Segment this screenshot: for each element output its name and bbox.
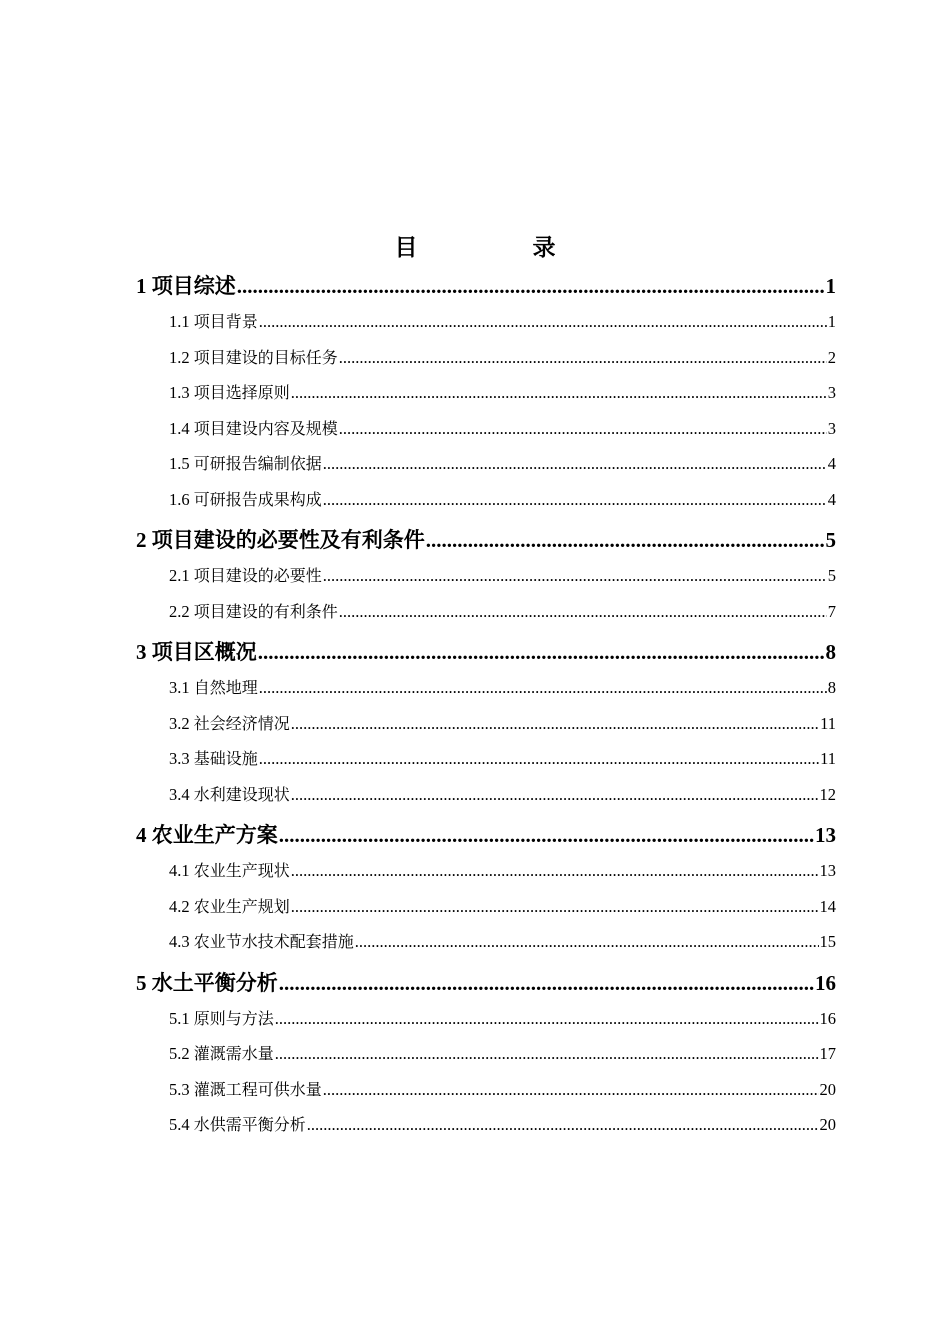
- toc-item-label: [169, 411, 338, 447]
- toc-item-number: 2.2: [169, 601, 190, 621]
- toc-item-title: 农业生产现状: [193, 861, 290, 880]
- toc-item-number: 1.3: [169, 383, 190, 402]
- toc-item-number: 3.2: [169, 713, 190, 733]
- toc-item-number: 1.6: [169, 489, 190, 509]
- toc-page-number: 7: [827, 601, 836, 621]
- toc-section-title: 水土平衡分析: [151, 970, 278, 995]
- toc-item-number: 4.1: [169, 861, 190, 880]
- toc-page-number: 4: [827, 489, 836, 509]
- toc-item-number: 3.3: [169, 749, 190, 768]
- toc-page-number: 14: [819, 896, 836, 916]
- toc-item-title: 项目建设的目标任务: [193, 347, 338, 367]
- toc-page-number: 20: [819, 1079, 836, 1099]
- toc-page-number: 13: [815, 823, 836, 847]
- dot-leader: [323, 446, 827, 482]
- toc-item-label: [169, 889, 290, 925]
- toc-page-number: 15: [819, 932, 836, 951]
- toc-item-title: 水供需平衡分析: [193, 1115, 306, 1134]
- toc-item-label: [169, 1036, 274, 1072]
- toc-section-label: [136, 268, 236, 304]
- toc-item-title: 可研报告成果构成: [193, 489, 322, 509]
- dot-leader: [339, 340, 827, 376]
- toc-page-number: 5: [825, 528, 836, 552]
- toc-section-number: 3: [136, 640, 147, 664]
- dot-leader: [355, 924, 819, 960]
- toc-section-title: 项目区概况: [151, 640, 257, 664]
- dot-leader: [259, 741, 819, 777]
- toc-item-4-1[interactable]: [136, 853, 836, 889]
- toc-item-title: 自然地理: [193, 678, 258, 697]
- dot-leader: [259, 670, 827, 706]
- toc-item-1-1[interactable]: [136, 304, 836, 340]
- dot-leader: [323, 558, 827, 594]
- toc-item-label: [169, 853, 290, 889]
- toc-item-label: [169, 706, 290, 742]
- toc-section-4[interactable]: [136, 817, 836, 853]
- toc-item-1-4[interactable]: [136, 411, 836, 447]
- toc-item-number: 1.4: [169, 418, 190, 438]
- toc-item-title: 项目背景: [193, 312, 258, 331]
- toc-item-3-3[interactable]: [136, 741, 836, 777]
- toc-section-title: 项目综述: [151, 274, 236, 298]
- toc-item-label: [169, 670, 258, 706]
- toc-item-1-2[interactable]: [136, 340, 836, 376]
- toc-item-number: 1.5: [169, 454, 190, 473]
- toc-item-label: [169, 1107, 306, 1143]
- toc-item-title: 基础设施: [193, 749, 258, 768]
- toc-item-number: 1.1: [169, 312, 190, 331]
- toc-item-title: 可研报告编制依据: [193, 454, 322, 473]
- toc-page-number: 13: [819, 861, 836, 880]
- toc-section-title: 农业生产方案: [151, 823, 278, 847]
- toc-item-number: 5.2: [169, 1044, 190, 1063]
- toc-item-number: 3.4: [169, 784, 190, 804]
- dot-leader: [426, 522, 825, 558]
- toc-section-number: 5: [136, 970, 147, 995]
- toc-item-label: [169, 340, 338, 376]
- toc-item-title: 水利建设现状: [193, 784, 290, 804]
- toc-page-number: 11: [820, 749, 836, 768]
- toc-item-label: [169, 777, 290, 813]
- toc-item-number: 3.1: [169, 678, 190, 697]
- toc-item-3-2[interactable]: [136, 706, 836, 742]
- toc-section-2[interactable]: [136, 522, 836, 558]
- toc-item-1-5[interactable]: [136, 446, 836, 482]
- dot-leader: [307, 1107, 819, 1143]
- toc-item-title: 灌溉工程可供水量: [193, 1079, 322, 1099]
- toc-item-number: 2.1: [169, 566, 190, 585]
- toc-page-number: 11: [820, 713, 836, 733]
- dot-leader: [259, 304, 827, 340]
- toc-item-label: [169, 375, 290, 411]
- toc-section-title: 项目建设的必要性及有利条件: [151, 528, 425, 552]
- toc-item-label: [169, 558, 322, 594]
- toc-item-label: [169, 1001, 274, 1037]
- toc-item-number: 5.1: [169, 1008, 190, 1028]
- toc-item-5-1[interactable]: [136, 1001, 836, 1037]
- toc-item-title: 项目选择原则: [193, 383, 290, 402]
- toc-item-5-3[interactable]: [136, 1072, 836, 1108]
- toc-item-number: 5.4: [169, 1115, 190, 1134]
- toc-item-5-4[interactable]: [136, 1107, 836, 1143]
- toc-item-title: 项目建设内容及规模: [193, 418, 338, 438]
- toc-page-number: 8: [827, 678, 836, 697]
- toc-page-number: 17: [819, 1044, 836, 1063]
- dot-leader: [291, 777, 819, 813]
- toc-item-label: [169, 594, 338, 630]
- toc-section-label: [136, 522, 425, 558]
- dot-leader: [275, 1036, 819, 1072]
- toc-item-title: 农业节水技术配套措施: [193, 932, 354, 951]
- table-of-contents: [136, 268, 836, 1143]
- toc-item-label: [169, 1072, 322, 1108]
- toc-section-5[interactable]: [136, 965, 836, 1001]
- toc-item-3-1[interactable]: [136, 670, 836, 706]
- dot-leader: [291, 853, 819, 889]
- toc-item-3-4[interactable]: [136, 777, 836, 813]
- toc-section-number: 4: [136, 823, 147, 847]
- dot-leader: [291, 889, 819, 925]
- toc-page-number: 20: [819, 1115, 836, 1134]
- toc-item-label: [169, 446, 322, 482]
- toc-item-4-2[interactable]: [136, 889, 836, 925]
- toc-page-number: 4: [827, 454, 836, 473]
- toc-item-title: 项目建设的有利条件: [193, 601, 338, 621]
- dot-leader: [291, 706, 819, 742]
- dot-leader: [339, 594, 827, 630]
- toc-page-number: 12: [819, 784, 836, 804]
- toc-item-title: 社会经济情况: [193, 713, 290, 733]
- toc-item-label: [169, 304, 258, 340]
- toc-item-number: 4.3: [169, 932, 190, 951]
- toc-item-4-3[interactable]: [136, 924, 836, 960]
- toc-item-label: [169, 924, 354, 960]
- dot-leader: [275, 1001, 819, 1037]
- dot-leader: [258, 634, 825, 670]
- toc-page-number: 3: [827, 383, 836, 402]
- toc-section-label: [136, 634, 257, 670]
- toc-page-number: 2: [827, 347, 836, 367]
- toc-item-5-2[interactable]: [136, 1036, 836, 1072]
- toc-page-number: 16: [815, 970, 836, 995]
- toc-page-number: 16: [819, 1008, 836, 1028]
- toc-page-number: 5: [827, 566, 836, 585]
- toc-page-number: 3: [827, 418, 836, 438]
- toc-item-2-1[interactable]: [136, 558, 836, 594]
- toc-page-number: 1: [825, 274, 836, 298]
- toc-item-title: 灌溉需水量: [193, 1044, 274, 1063]
- dot-leader: [279, 817, 814, 853]
- toc-section-label: [136, 965, 278, 1001]
- toc-item-1-6[interactable]: [136, 482, 836, 518]
- toc-section-label: [136, 817, 278, 853]
- toc-section-1[interactable]: [136, 268, 836, 304]
- toc-item-number: 4.2: [169, 896, 190, 916]
- toc-page-number: 8: [825, 640, 836, 664]
- dot-leader: [279, 965, 814, 1001]
- toc-item-label: [169, 741, 258, 777]
- toc-item-2-2[interactable]: [136, 594, 836, 630]
- dot-leader: [323, 1072, 819, 1108]
- toc-item-title: 项目建设的必要性: [193, 566, 322, 585]
- toc-item-number: 1.2: [169, 347, 190, 367]
- toc-item-label: [169, 482, 322, 518]
- toc-section-number: 1: [136, 274, 147, 298]
- toc-section-3[interactable]: [136, 634, 836, 670]
- dot-leader: [237, 268, 825, 304]
- dot-leader: [339, 411, 827, 447]
- dot-leader: [291, 375, 827, 411]
- toc-item-1-3[interactable]: [136, 375, 836, 411]
- toc-section-number: 2: [136, 528, 147, 552]
- toc-item-title: 农业生产规划: [193, 896, 290, 916]
- toc-item-title: 原则与方法: [193, 1008, 274, 1028]
- toc-item-number: 5.3: [169, 1079, 190, 1099]
- toc-page-number: 1: [827, 312, 836, 331]
- dot-leader: [323, 482, 827, 518]
- toc-heading: 目 录: [394, 235, 602, 261]
